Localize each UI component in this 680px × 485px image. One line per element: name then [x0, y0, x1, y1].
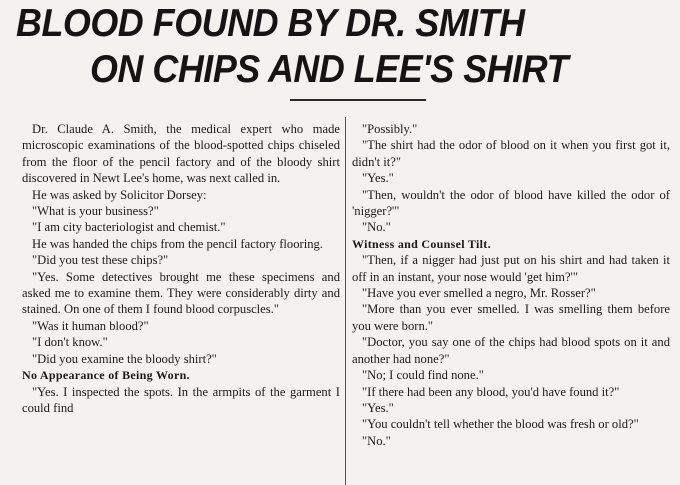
paragraph: "No." — [362, 220, 391, 235]
headline-rule — [290, 99, 426, 101]
paragraph: "Have you ever smelled a negro, Mr. Rosser?" — [362, 286, 596, 301]
paragraph: "Yes. Some detectives brought me these specimens and asked me to examine them. They were considerably dirty and stained. On one of them I found blood corpuscles." — [22, 269, 340, 317]
headline-line-2: ON CHIPS AND LEE'S SHIRT — [90, 48, 568, 91]
paragraph: "No; I could find none." — [362, 368, 484, 383]
paragraph: "What is your business?" — [32, 204, 159, 219]
paragraph: "I don't know." — [32, 335, 108, 350]
paragraph: "Did you test these chips?" — [32, 253, 169, 268]
paragraph: "Possibly." — [362, 122, 418, 136]
paragraph: "More than you ever smelled. I was smelling them before you were born." — [352, 302, 670, 333]
paragraph: "Was it human blood?" — [32, 318, 149, 333]
subhead: No Appearance of Being Worn. — [22, 368, 190, 383]
paragraph: "I am city bacteriologist and chemist." — [32, 220, 226, 235]
paragraph: "The shirt had the odor of blood on it when you first got it, didn't it?" — [352, 138, 670, 169]
paragraph: "Yes." — [362, 171, 394, 186]
paragraph: "Then, wouldn't the odor of blood have killed the odor of 'nigger?'" — [352, 187, 670, 219]
column-divider — [345, 117, 346, 485]
paragraph: "Did you examine the bloody shirt?" — [32, 351, 217, 366]
paragraph: "No." — [362, 433, 391, 448]
subhead: Witness and Counsel Tilt. — [352, 236, 491, 251]
paragraph: "If there had been any blood, you'd have found it?" — [362, 384, 620, 399]
paragraph: "Yes. I inspected the spots. In the armpits of the garment I could find — [22, 384, 340, 415]
left-column — [22, 121, 340, 416]
paragraph: "Doctor, you say one of the chips had blood spots on it and another had none?" — [352, 335, 670, 366]
intro-paragraph: Dr. Claude A. Smith, the medical expert who made microscopic examinations of the blood-spotted chips chiseled from the floor of the pencil factory and of the bloody shirt discovered in Newt Lee's home, was next called in. — [22, 122, 340, 186]
paragraph: "Yes." — [362, 400, 394, 415]
paragraph: He was asked by Solicitor Dorsey: — [32, 187, 207, 202]
paragraph: He was handed the chips from the pencil factory flooring. — [32, 236, 323, 251]
paragraph: "Then, if a nigger had just put on his shirt and had taken it off in an instant, your nose would 'get him?'" — [352, 253, 670, 284]
right-column — [352, 121, 670, 449]
paragraph: "You couldn't tell whether the blood was fresh or old?" — [362, 417, 639, 432]
headline-line-1: BLOOD FOUND BY DR. SMITH — [16, 2, 525, 45]
